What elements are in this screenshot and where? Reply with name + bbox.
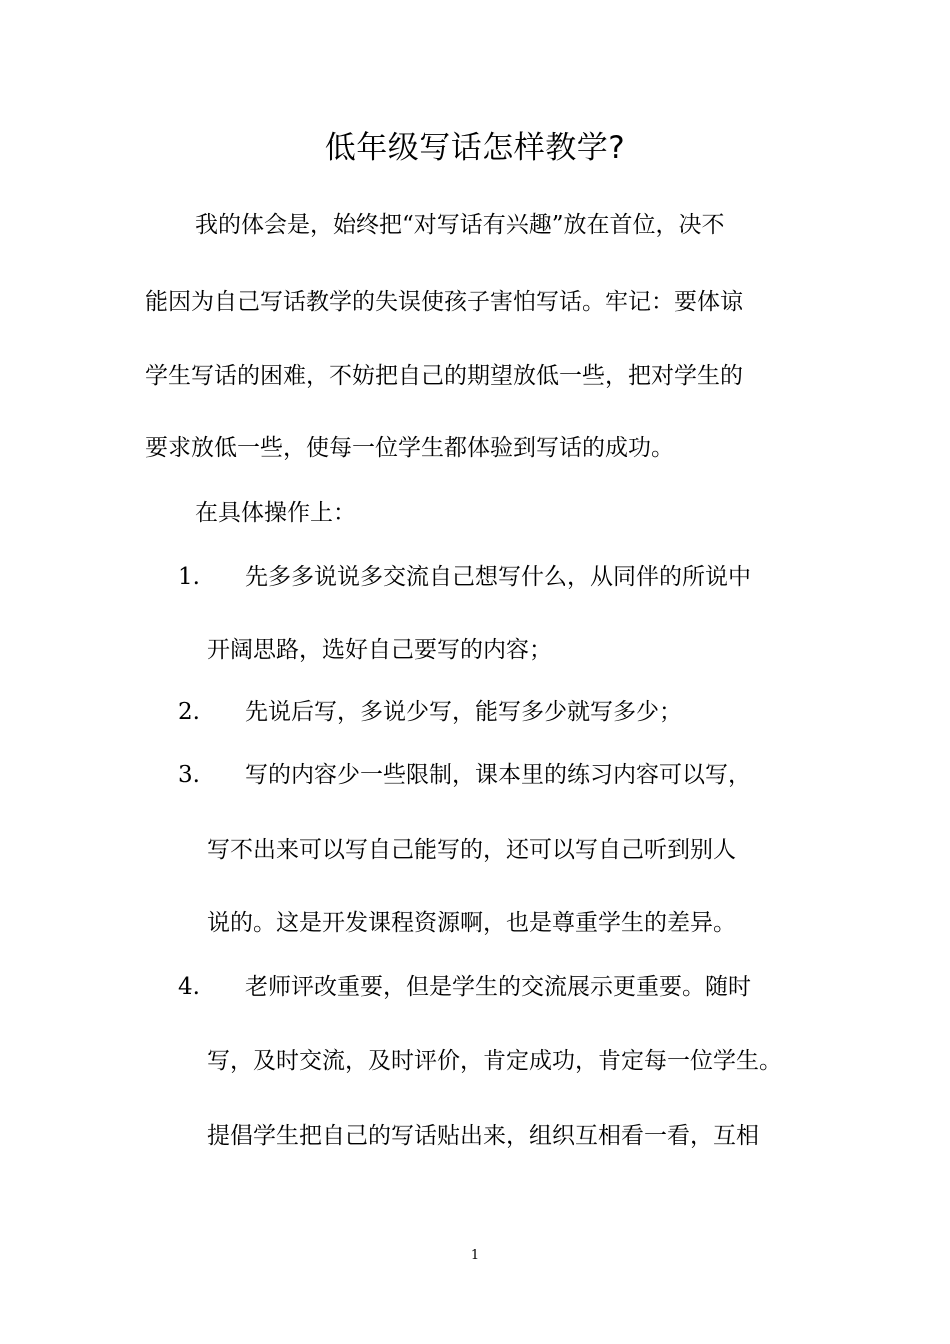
item-1-number: 1. <box>178 564 200 590</box>
item-3-line-1: 写的内容少一些限制，课本里的练习内容可以写， <box>245 762 751 788</box>
item-4-number: 4. <box>178 974 200 1000</box>
item-3-line-3: 说的。这是开发课程资源啊，也是尊重学生的差异。 <box>207 910 736 936</box>
intro-line-4: 要求放低一些，使每一位学生都体验到写话的成功。 <box>145 435 674 461</box>
document-title: 低年级写话怎样教学? <box>324 130 626 166</box>
item-3-line-2: 写不出来可以写自己能写的，还可以写自己听到别人 <box>207 837 736 863</box>
intro-line-3: 学生写话的困难，不妨把自己的期望放低一些，把对学生的 <box>145 363 743 389</box>
item-2-number: 2. <box>178 699 200 725</box>
intro-line-2: 能因为自己写话教学的失误使孩子害怕写话。牢记：要体谅 <box>145 289 743 315</box>
item-1-line-2: 开阔思路，选好自己要写的内容； <box>207 637 552 663</box>
item-1-line-1: 先多多说说多交流自己想写什么，从同伴的所说中 <box>245 564 751 590</box>
lead-text: 在具体操作上： <box>195 500 356 526</box>
item-3-number: 3. <box>178 762 200 788</box>
item-2-line-1: 先说后写，多说少写，能写多少就写多少； <box>245 699 682 725</box>
item-4-line-1: 老师评改重要，但是学生的交流展示更重要。随时 <box>245 974 751 1000</box>
item-4-line-2: 写，及时交流，及时评价，肯定成功，肯定每一位学生。 <box>207 1048 782 1074</box>
page-number: 1 <box>470 1248 480 1263</box>
item-4-line-3: 提倡学生把自己的写话贴出来，组织互相看一看，互相 <box>207 1123 759 1149</box>
intro-line-1: 我的体会是，始终把“对写话有兴趣”放在首位，决不 <box>195 212 725 238</box>
